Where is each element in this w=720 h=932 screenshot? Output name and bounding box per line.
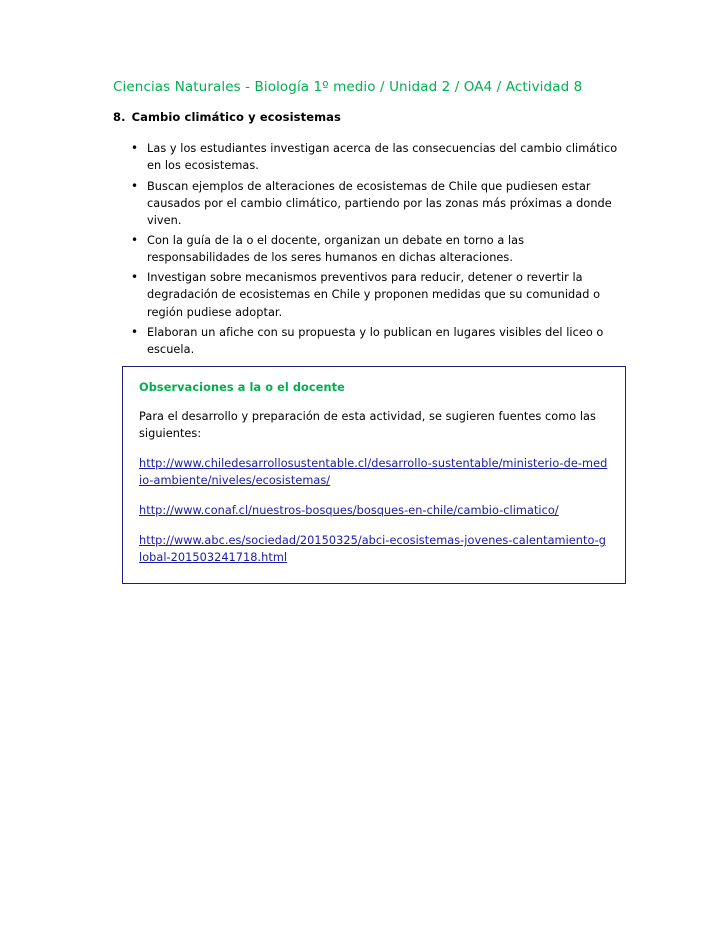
resource-link[interactable]: http://www.abc.es/sociedad/20150325/abci-ecosistemas-jovenes-calentamiento-global-201503241718.html [139,534,607,565]
activity-bullet-list [113,140,624,358]
list-item: • Investigan sobre mecanismos preventivos para reducir, detener o revertir la degradación de ecosistemas en Chile y proponen medidas que su comunidad o región pudiese adoptar. [135,269,624,320]
activity-title: Cambio climático y ecosistemas [131,110,341,125]
page-title [113,110,624,124]
activity-number: 8. [113,110,126,125]
list-item: • Con la guía de la o el docente, organizan un debate en torno a las responsabilidades de los seres humanos en dichas alteraciones. [135,232,624,266]
teacher-notes-text: Para el desarrollo y preparación de esta actividad, se sugieren fuentes como las siguientes: [139,410,596,441]
list-item: • Las y los estudiantes investigan acerca de las consecuencias del cambio climático en los ecosistemas. [135,140,624,174]
resource-link[interactable]: http://www.chiledesarrollosustentable.cl/desarrollo-sustentable/ministerio-de-medio-ambiente/niveles/ecosistemas/ [139,457,608,488]
teacher-notes-box [122,366,626,584]
list-item: • Buscan ejemplos de alteraciones de ecosistemas de Chile que pudiesen estar causados por el cambio climático, partiendo por las zonas más próximas a donde viven. [135,178,624,229]
breadcrumb: Ciencias Naturales - Biología 1º medio / Unidad 2 / OA4 / Actividad 8 [113,79,583,95]
resource-link[interactable]: http://www.conaf.cl/nuestros-bosques/bosques-en-chile/cambio-climatico/ [139,504,559,518]
list-item: • Elaboran un afiche con su propuesta y lo publican en lugares visibles del liceo o escuela. [135,324,624,358]
teacher-notes-title: Observaciones a la o el docente [139,381,345,394]
